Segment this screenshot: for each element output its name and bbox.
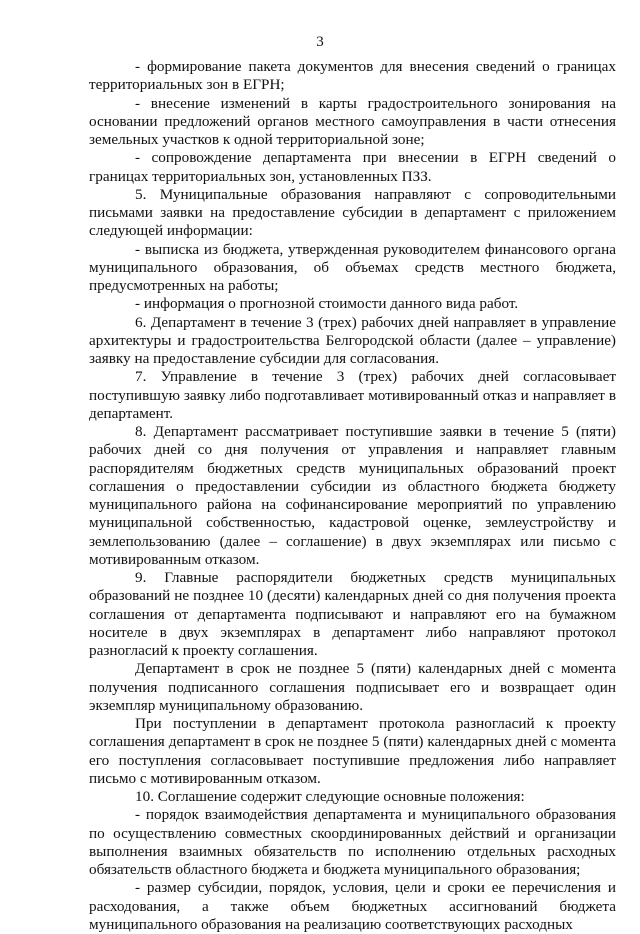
paragraph: - сопровождение департамента при внесении в ЕГРН сведений о границах территориальных зон, установленных ПЗЗ. (89, 149, 616, 185)
paragraph: Департамент в срок не позднее 5 (пяти) календарных дней с момента получения подписанного соглашения подписывает его и возвращает один экземпляр муниципальному образованию. (89, 660, 616, 714)
paragraph: 5. Муниципальные образования направляют с сопроводительными письмами заявки на предоставление субсидии в департамент с приложением следующей информации: (89, 185, 616, 240)
paragraph: 7. Управление в течение 3 (трех) рабочих дней согласовывает поступившую заявку либо подготавливает мотивированный отказ и направляет в департамент. (89, 368, 616, 422)
page-number: 3 (316, 34, 324, 50)
paragraph: 10. Соглашение содержит следующие основные положения: (135, 788, 525, 805)
paragraph: - выписка из бюджета, утвержденная руководителем финансового органа муниципального образования, об объемах средств местного бюджета, предусмотренных на работы; (89, 240, 616, 294)
document-body (89, 58, 616, 934)
paragraph: - формирование пакета документов для внесения сведений о границах территориальных зон в ЕГРН; (89, 58, 616, 94)
paragraph: 8. Департамент рассматривает поступившие заявки в течение 5 (пяти) рабочих дней со дня получения от управления и направляет главным распорядителям бюджетных средств муниципальных образований проект соглашения о предоставлении субсидии из областного бюджета бюджету муниципального района на софинансирование мероприятий по управлению муниципальной собственностью, кадастровой оценке, землеустройству и землепользованию (далее – соглашение) в двух экземплярах или письмо с мотивированным отказом. (89, 423, 616, 568)
paragraph: 9. Главные распорядители бюджетных средств муниципальных образований не позднее 10 (десяти) календарных дней со дня получения проекта соглашения от департамента подписывают и направляют его на бумажном носителе в двух экземплярах в департамент либо направляют протокол разногласий к проекту соглашения. (89, 569, 616, 659)
paragraph: - порядок взаимодействия департамента и муниципального образования по осуществлению совместных скоординированных действий и организации выполнения взаимных обязательств по исполнению отдельных расходных обязательств областного бюджета и бюджета муниципального образования; (89, 806, 616, 878)
paragraph: - размер субсидии, порядок, условия, цели и сроки ее перечисления и расходования, а также объем бюджетных ассигнований бюджета муниципального образования на реализацию соответствующих расходных (89, 879, 616, 933)
paragraph: - внесение изменений в карты градостроительного зонирования на основании предложений органов местного самоуправления в части отнесения земельных участков к одной территориальной зоне; (89, 94, 616, 148)
paragraph: 6. Департамент в течение 3 (трех) рабочих дней направляет в управление архитектуры и градостроительства Белгородской области (далее – управление) заявку на предоставление субсидии для согласования. (89, 313, 616, 367)
paragraph: При поступлении в департамент протокола разногласий к проекту соглашения департамент в срок не позднее 5 (пяти) календарных дней с момента его поступления согласовывает поступившие предложения либо направляет письмо с мотивированным отказом. (89, 715, 616, 787)
paragraph: - информация о прогнозной стоимости данного вида работ. (135, 295, 519, 313)
